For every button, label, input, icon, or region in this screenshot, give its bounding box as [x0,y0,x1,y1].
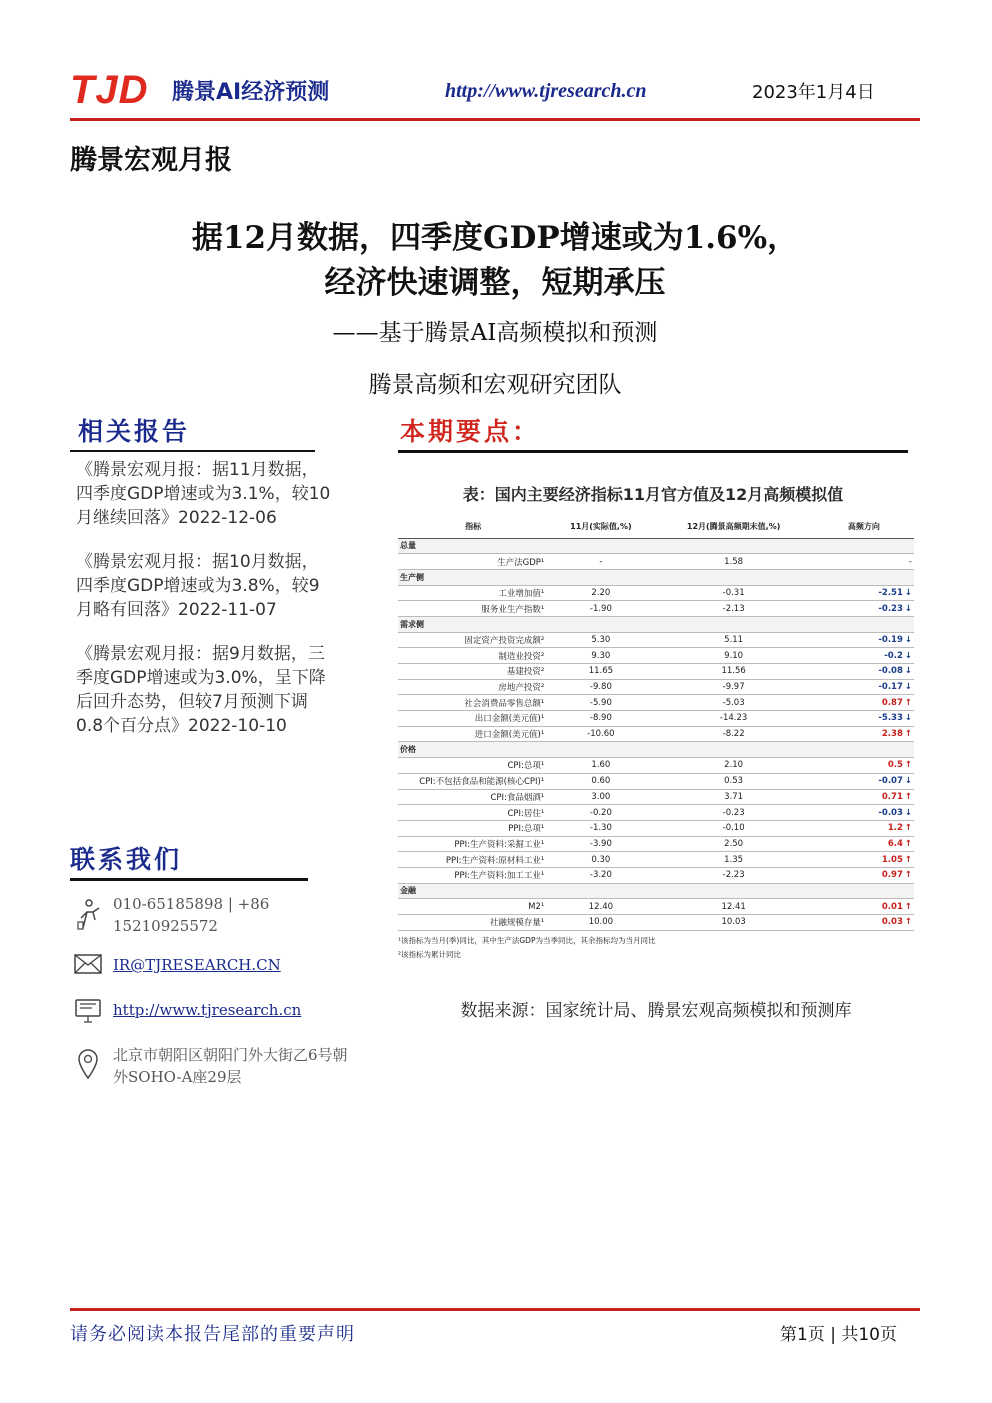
direction-cell [814,664,914,680]
table-note: ²该指标为累计同比 [398,949,462,959]
key-points-divider [398,450,908,453]
arrow-up-icon: ↑ [904,838,912,849]
table-category-row [398,538,914,554]
nov-value-cell: -9.80 [548,679,653,695]
table-caption: 表：国内主要经济指标11月官方值及12月高频模拟值 [462,485,844,504]
monitor-icon [73,998,103,1028]
contact-address: 北京市朝阳区朝阳门外大街乙6号朝外SOHO-A座29层 [113,1046,348,1086]
related-divider [70,450,315,452]
arrow-up-icon: ↑ [904,823,912,834]
indicator-cell: 出口金额(美元值)¹ [398,711,548,727]
nov-value-cell: 5.30 [548,632,653,648]
contact-divider [70,878,308,881]
nov-value-cell: 3.00 [548,789,653,805]
indicator-cell: CPI:不包括食品和能源(核心CPI)¹ [398,773,548,789]
dec-value-cell: 11.56 [653,664,813,680]
contact-email-link[interactable]: IR@TJRESEARCH.CN [113,956,281,974]
dec-value-cell: 1.35 [653,852,813,868]
col-header-nov: 11月(实际值,%) [548,516,653,538]
subtitle: ——基于腾景AI高频模拟和预测 [332,320,658,346]
table-row [398,554,914,570]
direction-value: -2.51 [878,587,903,598]
nov-value-cell: 1.60 [548,758,653,774]
dec-value-cell: -0.31 [653,585,813,601]
indicator-cell: PPI:总项¹ [398,820,548,836]
direction-cell [814,899,914,915]
table-row [398,915,914,931]
direction-cell [814,805,914,821]
direction-cell [814,601,914,617]
dec-value-cell: -2.13 [653,601,813,617]
nov-value-cell: 0.60 [548,773,653,789]
dec-value-cell: 10.03 [653,915,813,931]
table-header-row [398,516,914,538]
direction-value: 2.38 [881,729,903,740]
brand-name: 腾景AI经济预测 [172,80,330,105]
nov-value-cell: 2.20 [548,585,653,601]
direction-value: 6.4 [887,838,903,849]
contact-website-link[interactable]: http://www.tjresearch.cn [113,1001,302,1019]
col-header-dec: 12月(腾景高频期末值,%) [653,516,813,538]
table-row [398,836,914,852]
indicator-cell: CPI:总项¹ [398,758,548,774]
table-row [398,711,914,727]
arrow-down-icon: ↓ [904,682,912,693]
table-row [398,899,914,915]
category-label: 生产侧 [398,569,914,585]
main-title-line1: 据12月数据，四季度GDP增速或为1.6%， [191,220,799,256]
key-points-heading: 本期要点： [400,417,541,446]
nov-value-cell: -1.30 [548,820,653,836]
table-body [398,538,914,930]
table-row [398,648,914,664]
contact-phone: 010-65185898 | +86 15210925572 [113,895,270,935]
header-url-link[interactable]: http://www.tjresearch.cn [445,80,647,102]
direction-value: -5.33 [878,713,903,724]
header-divider [70,118,920,121]
arrow-up-icon: ↑ [904,917,912,928]
arrow-down-icon: ↓ [904,603,912,614]
dec-value-cell: 0.53 [653,773,813,789]
nov-value-cell: -3.90 [548,836,653,852]
direction-cell [814,915,914,931]
table-row [398,789,914,805]
nov-value-cell: -1.90 [548,601,653,617]
arrow-down-icon: ↓ [904,650,912,661]
disclaimer-note: 请务必阅读本报告尾部的重要声明 [70,1324,355,1345]
dec-value-cell: -9.97 [653,679,813,695]
table-row [398,695,914,711]
direction-cell [814,585,914,601]
mail-icon [73,953,103,983]
direction-cell [814,852,914,868]
arrow-up-icon: ↑ [904,870,912,881]
direction-cell [814,820,914,836]
dec-value-cell: -5.03 [653,695,813,711]
direction-value: -0.08 [878,666,903,677]
arrow-up-icon: ↑ [904,729,912,740]
dec-value-cell: -0.23 [653,805,813,821]
related-report-item[interactable]: 《腾景宏观月报：据9月数据，三季度GDP增速或为3.0%，呈下降后回升态势，但较7月预测下调0.8个百分点》2022-10-10 [76,644,326,736]
direction-cell [814,632,914,648]
table-row [398,632,914,648]
nov-value-cell: 12.40 [548,899,653,915]
indicator-cell: 房地产投资² [398,679,548,695]
table-category-row [398,883,914,899]
dec-value-cell: 5.11 [653,632,813,648]
table-row [398,773,914,789]
table-row [398,726,914,742]
dec-value-cell: -14.23 [653,711,813,727]
indicator-cell: 制造业投资² [398,648,548,664]
arrow-down-icon: ↓ [904,807,912,818]
indicator-cell: 进口金额(美元值)¹ [398,726,548,742]
indicator-cell: PPI:生产资料:原材料工业¹ [398,852,548,868]
arrow-up-icon: ↑ [904,760,912,771]
table-category-row [398,742,914,758]
table-row [398,758,914,774]
data-source: 数据来源：国家统计局、腾景宏观高频模拟和预测库 [460,1001,852,1021]
nov-value-cell: - [548,554,653,570]
dec-value-cell: 3.71 [653,789,813,805]
direction-value: -0.2 [884,650,903,661]
indicator-cell: 固定资产投资完成额² [398,632,548,648]
nov-value-cell: 0.30 [548,852,653,868]
indicator-cell: 服务业生产指数¹ [398,601,548,617]
indicator-cell: CPI:食品烟酒¹ [398,789,548,805]
location-icon [73,1048,103,1078]
direction-value: 0.97 [881,870,903,881]
phone-icon [73,898,103,928]
direction-cell [814,773,914,789]
col-header-direction: 高频方向 [814,516,914,538]
table-row [398,679,914,695]
nov-value-cell: 11.65 [548,664,653,680]
dec-value-cell: -2.23 [653,867,813,883]
table-row [398,805,914,821]
page-number: 第1页 | 共10页 [780,1325,897,1345]
nov-value-cell: -0.20 [548,805,653,821]
direction-cell [814,711,914,727]
direction-value: 0.87 [881,697,903,708]
direction-value: 1.2 [887,823,903,834]
indicator-cell: 工业增加值¹ [398,585,548,601]
nov-value-cell: -5.90 [548,695,653,711]
table-row [398,820,914,836]
nov-value-cell: -8.90 [548,711,653,727]
table-row [398,601,914,617]
table-row [398,585,914,601]
arrow-up-icon: ↑ [904,854,912,865]
direction-value: - [908,556,912,567]
direction-cell [814,695,914,711]
table-category-row [398,616,914,632]
dec-value-cell: 1.58 [653,554,813,570]
indicator-cell: 社会消费品零售总额¹ [398,695,548,711]
table-row [398,664,914,680]
footer-divider [70,1308,920,1311]
related-reports-heading: 相关报告 [78,417,191,446]
main-title-line2: 经济快速调整，短期承压 [324,265,666,301]
direction-value: 1.05 [881,854,903,865]
arrow-down-icon: ↓ [904,666,912,677]
indicator-cell: PPI:生产资料:采掘工业¹ [398,836,548,852]
direction-value: -0.23 [878,603,903,614]
table-row [398,852,914,868]
direction-value: -0.17 [878,682,903,693]
indicator-cell: PPI:生产资料:加工工业¹ [398,867,548,883]
dec-value-cell: -0.10 [653,820,813,836]
direction-value: 0.5 [887,760,903,771]
related-report-item[interactable]: 《腾景宏观月报：据10月数据，四季度GDP增速或为3.8%，较9月略有回落》2022-11-07 [76,552,320,620]
direction-cell [814,554,914,570]
arrow-up-icon: ↑ [904,901,912,912]
indicator-cell: M2¹ [398,899,548,915]
dec-value-cell: 2.50 [653,836,813,852]
nov-value-cell: -3.20 [548,867,653,883]
table-row [398,867,914,883]
direction-cell [814,648,914,664]
category-label: 需求侧 [398,616,914,632]
indicator-table [398,516,914,931]
report-date: 2023年1月4日 [752,82,875,103]
dec-value-cell: -8.22 [653,726,813,742]
arrow-up-icon: ↑ [904,697,912,708]
direction-cell [814,789,914,805]
dec-value-cell: 2.10 [653,758,813,774]
report-series-name: 腾景宏观月报 [70,145,232,176]
direction-value: -0.19 [878,634,903,645]
dec-value-cell: 12.41 [653,899,813,915]
table-notes [398,934,914,962]
nov-value-cell: 9.30 [548,648,653,664]
category-label: 总量 [398,538,914,554]
direction-cell [814,726,914,742]
indicator-cell: 基建投资² [398,664,548,680]
indicator-cell: CPI:居住¹ [398,805,548,821]
table-category-row [398,569,914,585]
tjd-logo: TJD [70,68,149,112]
arrow-up-icon: ↑ [904,791,912,802]
dec-value-cell: 9.10 [653,648,813,664]
direction-value: 0.01 [881,901,903,912]
category-label: 价格 [398,742,914,758]
related-report-item[interactable]: 《腾景宏观月报：据11月数据，四季度GDP增速或为3.1%，较10月继续回落》2022-12-06 [76,460,331,528]
direction-value: -0.07 [878,776,903,787]
indicator-table-container [398,516,914,978]
arrow-down-icon: ↓ [904,587,912,598]
table-note: ¹该指标为当月(季)同比，其中生产法GDP为当季同比，其余指标均为当月同比 [398,935,656,945]
direction-cell [814,836,914,852]
nov-value-cell: -10.60 [548,726,653,742]
direction-cell [814,758,914,774]
col-header-indicator: 指标 [398,516,548,538]
arrow-down-icon: ↓ [904,776,912,787]
direction-cell [814,867,914,883]
indicator-cell: 社融规模存量¹ [398,915,548,931]
direction-value: 0.03 [881,917,903,928]
direction-value: 0.71 [881,791,903,802]
arrow-down-icon: ↓ [904,634,912,645]
contact-heading: 联系我们 [70,845,183,874]
direction-value: -0.03 [878,807,903,818]
arrow-down-icon: ↓ [904,713,912,724]
direction-cell [814,679,914,695]
category-label: 金融 [398,883,914,899]
author-team: 腾景高频和宏观研究团队 [368,372,622,398]
indicator-cell: 生产法GDP¹ [398,554,548,570]
nov-value-cell: 10.00 [548,915,653,931]
